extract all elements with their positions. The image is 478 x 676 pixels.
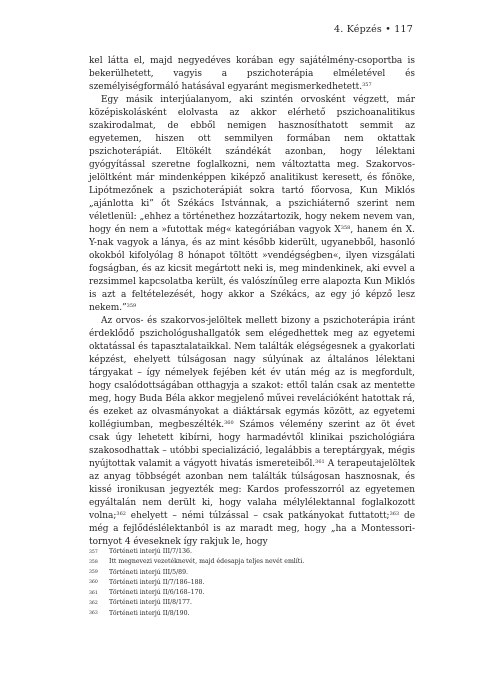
footnote-ref: 358 bbox=[340, 225, 351, 231]
paragraph-text: de még a fejlődéslélektanból is az maradt meg, hogy „ha a Montessori-tornyot 4 éveseknek így rakjuk le, hogy bbox=[89, 511, 415, 547]
footnote-text: Történeti interjú III/7/136. bbox=[109, 548, 192, 555]
footnote-number: 361 bbox=[89, 590, 98, 596]
paragraph-text: Számos vélemény szerint az öt évet csak úgy lehetett kibírni, hogy harmadévtől klinikai pszichológiára szakosodhattak – utóbbi specializáció, legalábbis a tereptárgyak, mégis nyújtottak valamit a vágyott hivatás ismereteiből. bbox=[89, 420, 415, 469]
chapter-title: 4. Képzés bbox=[334, 24, 382, 35]
paragraph bbox=[89, 94, 415, 315]
body-text bbox=[89, 55, 415, 549]
footnote-number: 358 bbox=[89, 559, 98, 565]
footnote bbox=[89, 568, 415, 578]
footnote-number: 360 bbox=[89, 580, 98, 586]
footnote bbox=[89, 588, 415, 598]
footnote-ref: 357 bbox=[362, 82, 372, 88]
footnote bbox=[89, 578, 415, 588]
page-number: 117 bbox=[394, 24, 413, 35]
paragraph-text: ehelyett – némi túlzással – csak patkányokat futtatott; bbox=[125, 511, 390, 521]
paragraph bbox=[89, 315, 415, 549]
footnote-text: Történeti interjú III/5/89. bbox=[109, 568, 189, 576]
paragraph-text: , hanem én X. Y-nak vagyok a lánya, és az mint később kiderült, ugyanebből, hasonló okokból kifolyólag 8 hónapot töltött »vendégségben«, ilyen vizsgálati fogságban, és az kicsit megártott neki is, meg mindenkinek, aki evvel a rezsimmel kapcsolatba került, és valószínűleg erre alapozta Kun Miklós is azt a feltételezését, hogy akkor a Székács, az egy jó képző lesz nekem.” bbox=[89, 225, 416, 313]
footnotes bbox=[89, 547, 415, 619]
header-separator: • bbox=[385, 24, 392, 35]
footnote-ref: 363 bbox=[389, 511, 400, 517]
paragraph-text: A terapeutajelöltek az anyag többségét azonban nem találták túlságosan hasznosnak, és kissé ironikusan jegyezték meg: Kardos professzorról az egyetemen egyáltalán nem derült ki, hogy valaha mélylélektannal foglalkozott volna; bbox=[89, 459, 415, 521]
running-header bbox=[334, 24, 413, 35]
paragraph bbox=[89, 55, 415, 94]
footnote-number: 362 bbox=[89, 600, 98, 606]
footnote-number: 363 bbox=[89, 611, 98, 617]
footnote-ref: 360 bbox=[224, 420, 234, 426]
footnote-text: Itt megnevezi vezetéknevét, majd édesapja teljes nevét említi. bbox=[109, 558, 305, 566]
footnote bbox=[89, 547, 415, 557]
footnote-ref: 361 bbox=[315, 459, 325, 465]
footnote-number: 357 bbox=[89, 549, 98, 555]
paragraph-text: kel látta el, majd negyedéves korában egy sajátélmény-csoportba is bekerülhetett, vagyis a pszichoterápia elméletével és személyiségformáló hatásával egyaránt megismerkedhetett. bbox=[89, 56, 415, 92]
footnote-text: Történeti interjú II/6/168–170. bbox=[109, 589, 205, 597]
footnote-ref: 362 bbox=[116, 511, 126, 517]
paragraph-text: Az orvos- és szakorvos-jelöltek mellett bizony a pszichoterápia iránt érdeklődő pszichológushallgatók sem elégedhettek meg az egyetemi oktatással és tapasztalataikkal. Nem találták elégségesnek a gyakorlati képzést, ehelyett túlságosan nagy súlyúnak az általános lélektani tárgyakat – így némelyek fejében két év után még az is megfordult, hogy csalódottságában otthagyja a szakot: ettől talán csak az mentette meg, hogy Buda Béla akkor megjelenő művei revelációként hatottak rá, és ezeket az olvasmányokat a diáktársak egymás között, az egyetemi kollégiumban, megbeszélték. bbox=[89, 316, 415, 430]
footnote-text: Történeti interjú III/8/177. bbox=[109, 599, 192, 607]
footnote-text: Történeti interjú II/8/190. bbox=[109, 609, 190, 617]
footnote bbox=[89, 557, 415, 567]
footnote-ref: 359 bbox=[126, 303, 137, 309]
footnote-text: Történeti interjú II/7/186–188. bbox=[109, 578, 205, 586]
paragraph-text: Egy másik interjúalanyom, aki szintén orvosként végzett, már középiskolásként elolvasta az akkor elérhető pszichoanalitikus szakirodalmat, de ebből nemigen hasznosíthatott semmit az egyetemen, hiszen ott semmilyen formában nem oktattak pszichoterápiát. Eltökélt szándékát azonban, hogy lélektani gyógyítással szeretne foglalkozni, nem változtatta meg. Szakorvosjelöltként már mindenképpen kiképző analitikust keresett, és főnöke, Lipótmezőnek a pszichoterápiát sokra tartó főorvosa, Kun Miklós „ajánlotta ki” őt Székács Istvánnak, a pszichiáternő szerint nem véletlenül: „ehhez a történethez hozzátartozik, hogy nekem nevem van, hogy én nem a »futottak még« kategóriában vagyok X bbox=[89, 95, 415, 235]
footnote bbox=[89, 598, 415, 608]
footnote-number: 359 bbox=[89, 570, 98, 576]
footnote bbox=[89, 609, 415, 619]
